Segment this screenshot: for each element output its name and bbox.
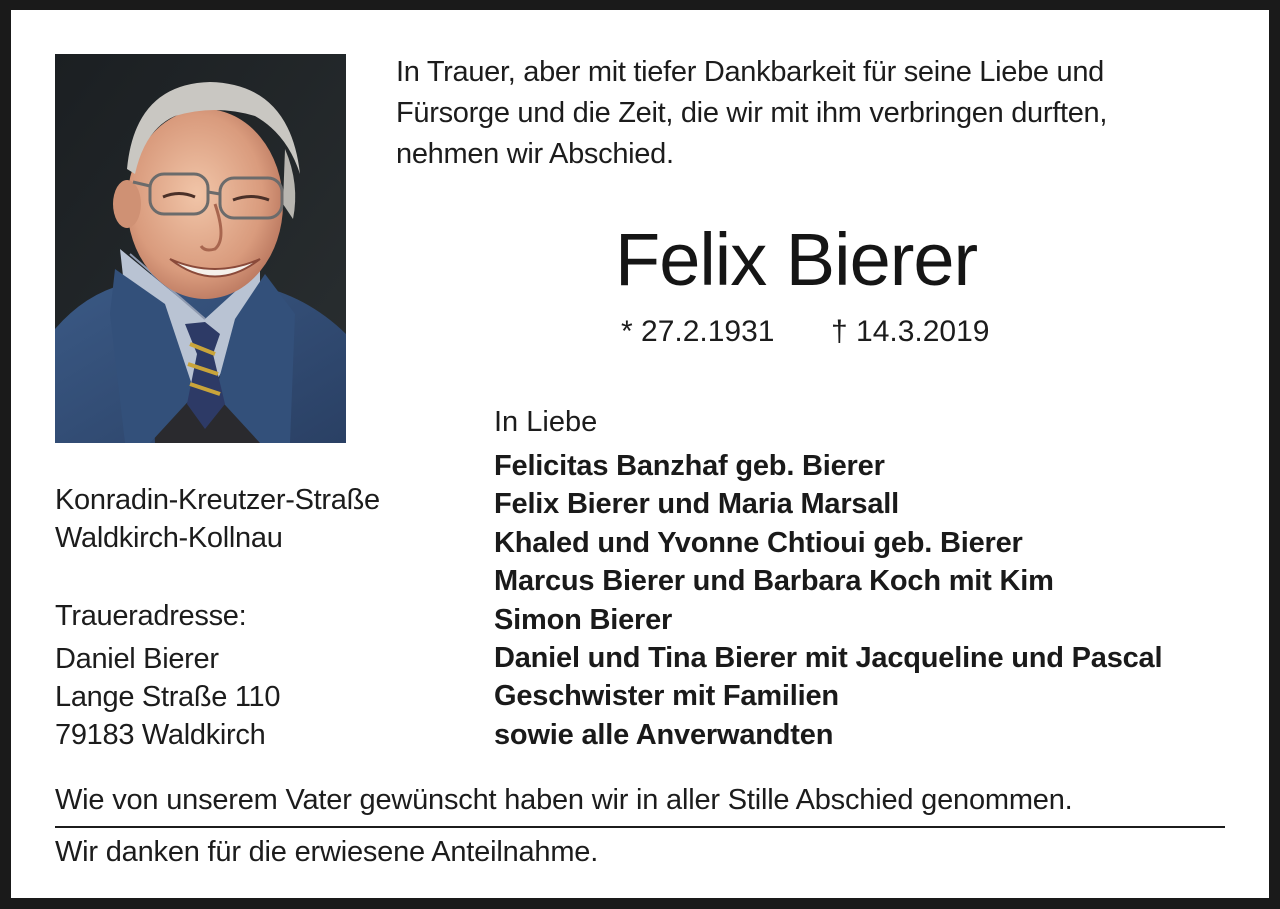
divider-line [55, 826, 1225, 828]
mourners-heading: In Liebe [494, 406, 598, 438]
mourning-address-line: 79183 Waldkirch [55, 719, 266, 751]
mourner-name: Felix Bierer und Maria Marsall [494, 488, 899, 521]
intro-line: nehmen wir Abschied. [396, 138, 674, 170]
mourning-address-line: Lange Straße 110 [55, 681, 281, 713]
residence-city: Waldkirch-Kollnau [55, 522, 283, 554]
mourner-name: Khaled und Yvonne Chtioui geb. Bierer [494, 526, 1023, 559]
mourner-name: Geschwister mit Familien [494, 680, 839, 713]
intro-line: Fürsorge und die Zeit, die wir mit ihm verbringen durften, [396, 97, 1108, 129]
mourning-address-line: Daniel Bierer [55, 643, 219, 675]
portrait-photo [55, 54, 346, 443]
mourning-address-label: Traueradresse: [55, 600, 247, 632]
mourners-list [494, 447, 1162, 754]
residence-street: Konradin-Kreutzer-Straße [55, 484, 380, 516]
intro-line: In Trauer, aber mit tiefer Dankbarkeit für seine Liebe und [396, 56, 1104, 88]
birth-date: * 27.2.1931 [621, 315, 775, 348]
deceased-name: Felix Bierer [615, 218, 978, 301]
closing-thanks: Wir danken für die erwiesene Anteilnahme. [55, 836, 599, 868]
closing-statement: Wie von unserem Vater gewünscht haben wir in aller Stille Abschied genommen. [55, 784, 1073, 816]
intro-text [396, 52, 1107, 175]
death-date: † 14.3.2019 [831, 315, 990, 348]
mourner-name: Felicitas Banzhaf geb. Bierer [494, 450, 885, 482]
mourner-name: Daniel und Tina Bierer mit Jacqueline und Pascal [494, 642, 1163, 675]
mourner-name: Marcus Bierer und Barbara Koch mit Kim [494, 565, 1054, 598]
mourner-name: Simon Bierer [494, 603, 673, 636]
mourner-name: sowie alle Anverwandten [494, 718, 834, 751]
